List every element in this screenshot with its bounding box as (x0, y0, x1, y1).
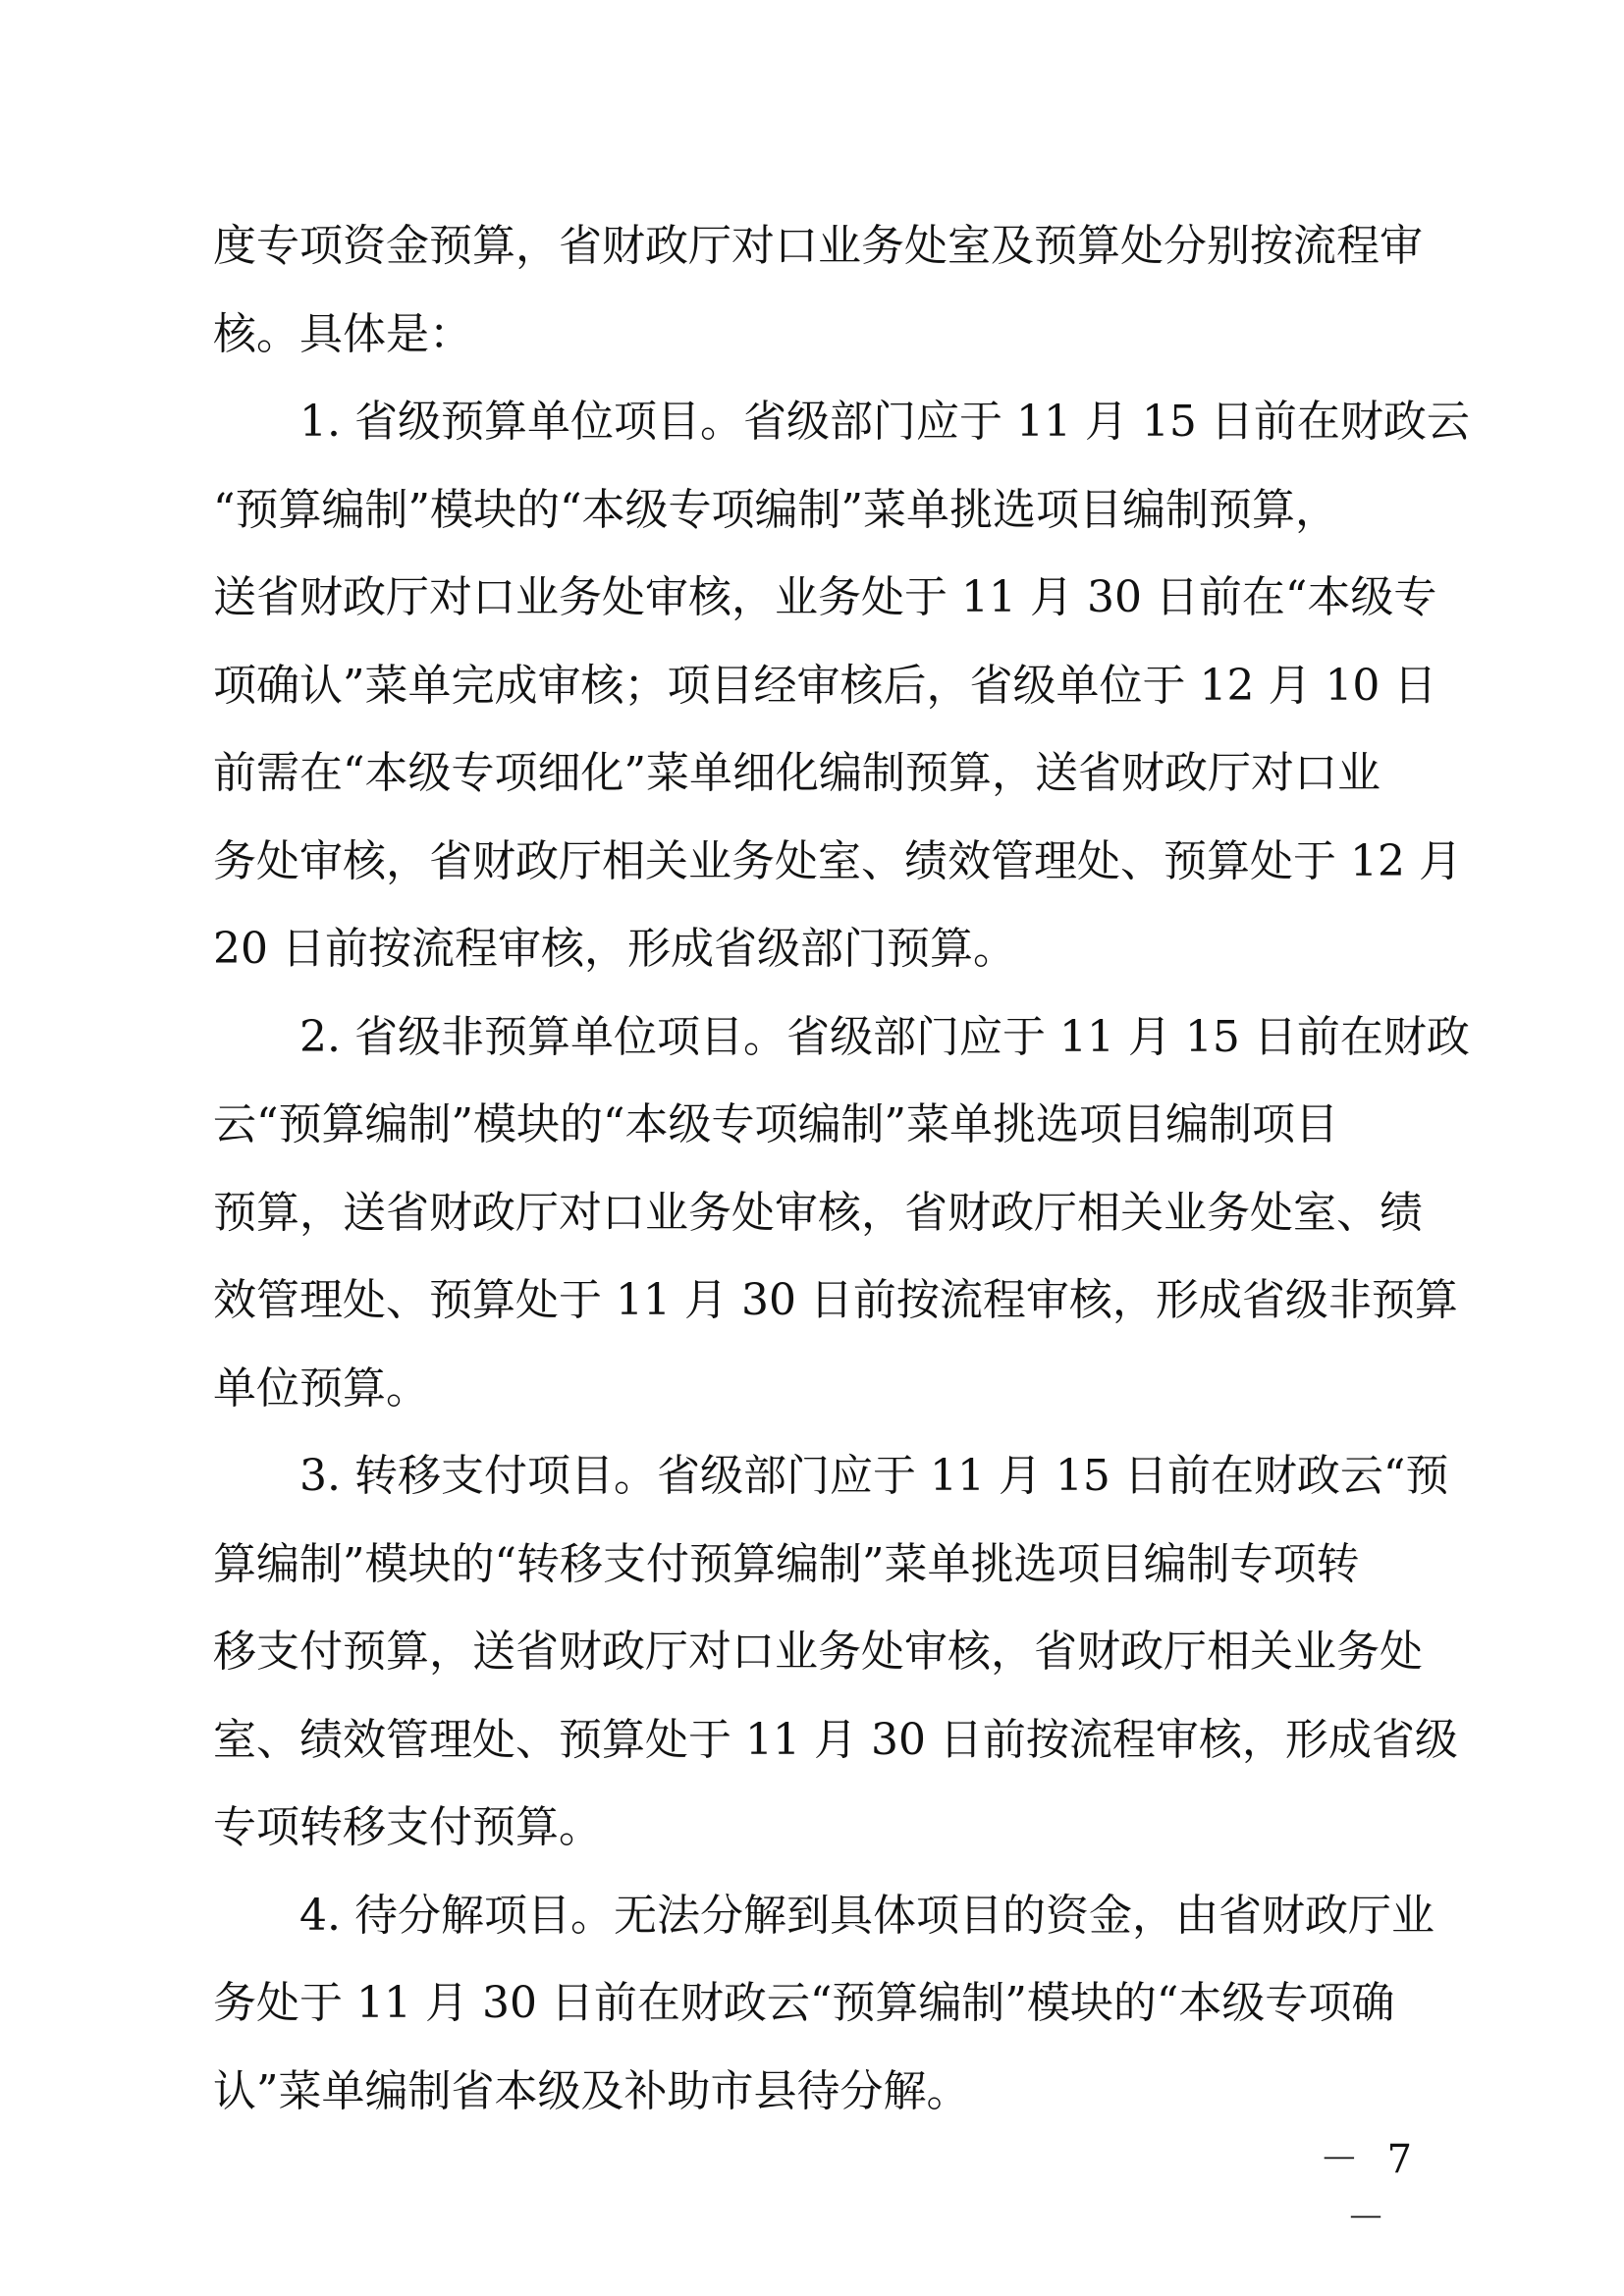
paragraph-4-line-3: 认”菜单编制省本级及补助市县待分解。 (213, 2065, 970, 2116)
page-number: － 7 － (1319, 2137, 1421, 2241)
paragraph-1-line-6: 务处审核，省财政厅相关业务处室、绩效管理处、预算处于 12 月 (213, 835, 1462, 886)
paragraph-1-line-2: “预算编制”模块的“本级专项编制”菜单挑选项目编制预算， (213, 484, 1338, 535)
text-line-2: 核。具体是： (213, 308, 472, 359)
paragraph-4-line-1: 4. 待分解项目。无法分解到具体项目的资金，由省财政厅业 (299, 1890, 1435, 1941)
paragraph-1-line-7: 20 日前按流程审核，形成省级部门预算。 (213, 924, 1016, 974)
paragraph-1-line-4: 项确认”菜单完成审核；项目经审核后，省级单位于 12 月 10 日 (213, 660, 1437, 711)
paragraph-1-line-3: 送省财政厅对口业务处审核，业务处于 11 月 30 日前在“本级专 (213, 572, 1437, 622)
paragraph-2-line-3: 预算，送省财政厅对口业务处审核，省财政厅相关业务处室、绩 (213, 1187, 1423, 1238)
paragraph-1-line-5: 前需在“本级专项细化”菜单细化编制预算，送省财政厅对口业 (213, 748, 1380, 798)
paragraph-3-line-4: 室、绩效管理处、预算处于 11 月 30 日前按流程审核，形成省级 (213, 1714, 1458, 1765)
paragraph-3-line-3: 移支付预算，送省财政厅对口业务处审核，省财政厅相关业务处 (213, 1627, 1423, 1677)
paragraph-4-line-2: 务处于 11 月 30 日前在财政云“预算编制”模块的“本级专项确 (213, 1978, 1395, 2028)
paragraph-3-line-1: 3. 转移支付项目。省级部门应于 11 月 15 日前在财政云“预 (299, 1451, 1449, 1501)
paragraph-2-line-4: 效管理处、预算处于 11 月 30 日前按流程审核，形成省级非预算 (213, 1275, 1458, 1325)
paragraph-3-line-5: 专项转移支付预算。 (213, 1802, 602, 1852)
text-line-1: 度专项资金预算，省财政厅对口业务处室及预算处分别按流程审 (213, 221, 1423, 271)
paragraph-1-line-1: 1. 省级预算单位项目。省级部门应于 11 月 15 日前在财政云 (299, 397, 1470, 447)
paragraph-2-line-2: 云“预算编制”模块的“本级专项编制”菜单挑选项目编制项目 (213, 1099, 1338, 1149)
paragraph-2-line-5: 单位预算。 (213, 1362, 429, 1414)
body-text (213, 202, 1470, 2135)
paragraph-3-line-2: 算编制”模块的“转移支付预算编制”菜单挑选项目编制专项转 (213, 1538, 1360, 1589)
paragraph-2-line-1: 2. 省级非预算单位项目。省级部门应于 11 月 15 日前在财政 (299, 1011, 1470, 1062)
